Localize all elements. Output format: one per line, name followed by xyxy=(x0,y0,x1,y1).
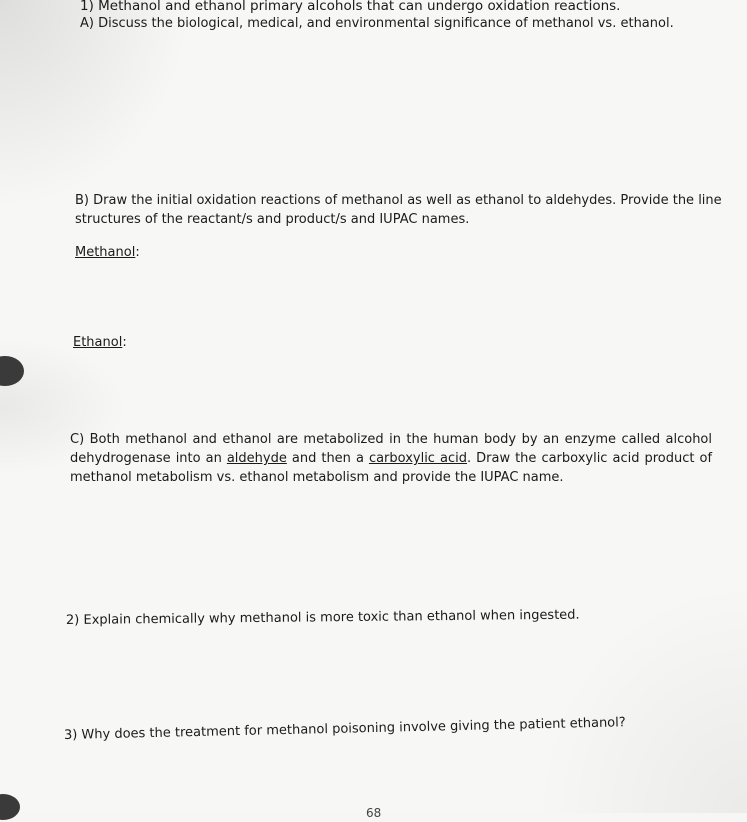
question-2-text: 2) Explain chemically why methanol is more toxic than ethanol when ingested. xyxy=(65,607,580,628)
question-1c-part-1: C) Both methanol and ethanol are metabolized in the human body by an enzyme called alcohol dehydrogenase into an xyxy=(70,432,712,466)
question-1a-text: A) Discuss the biological, medical, and environmental significance of methanol vs. ethanol. xyxy=(80,16,674,31)
question-1c-text xyxy=(70,430,712,487)
binder-hole-lower xyxy=(0,794,20,820)
question-1c-part-3: . Draw the carboxylic acid product of methanol metabolism vs. ethanol metabolism and provide the IUPAC name. xyxy=(70,451,713,485)
question-3-text: 3) Why does the treatment for methanol poisoning involve giving the patient ethanol? xyxy=(63,715,626,743)
methanol-colon: : xyxy=(135,245,140,260)
methanol-label: Methanol xyxy=(75,245,136,260)
ethanol-label: Ethanol xyxy=(73,335,123,350)
question-1c-part-2: and then a xyxy=(286,451,369,466)
aldehyde-term: aldehyde xyxy=(226,451,287,466)
methanol-label-row xyxy=(75,244,140,262)
question-1b-line-1: B) Draw the initial oxidation reactions of methanol as well as ethanol to aldehydes. Provide the line xyxy=(75,193,722,208)
carboxylic-acid-term: carboxylic acid xyxy=(368,451,467,466)
ethanol-colon: : xyxy=(122,335,127,350)
ethanol-label-row xyxy=(73,334,127,352)
page-number: 68 xyxy=(366,806,382,820)
question-1-heading: 1) Methanol and ethanol primary alcohols that can undergo oxidation reactions. xyxy=(80,0,621,14)
binder-hole-upper xyxy=(0,356,24,386)
question-1b-line-2: structures of the reactant/s and product/s and IUPAC names. xyxy=(75,212,470,227)
